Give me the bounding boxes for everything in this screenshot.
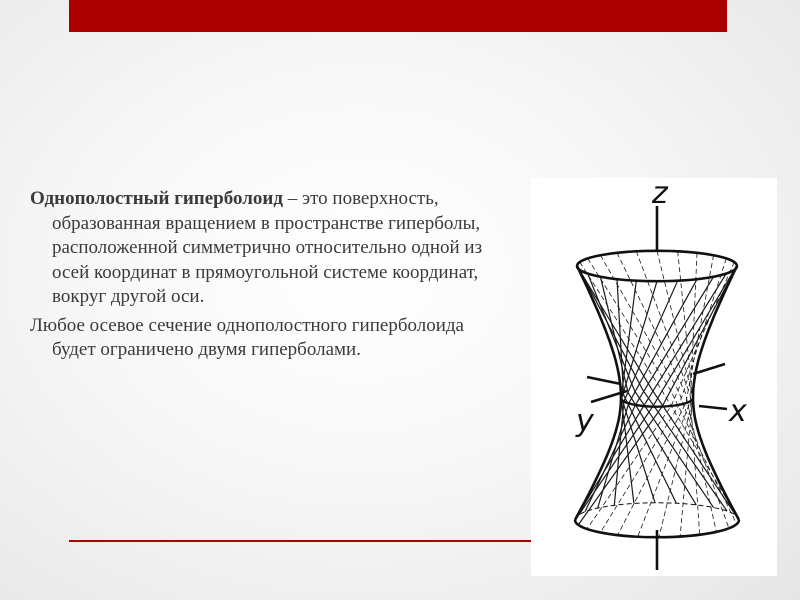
definition-term: Однополостный гиперболоид [30, 188, 283, 209]
generator-line [636, 251, 699, 534]
definition-text: – это поверхность, образованная вращением в пространстве гиперболы, расположенной симметрично относительно одной из осей координат в прямоугольной системе координат, вокруг другой оси. [52, 188, 483, 307]
bottom-divider [69, 540, 537, 542]
hyperboloid-drawing [531, 178, 777, 576]
hyperboloid-figure [531, 178, 777, 576]
bottom-rim-back [575, 503, 739, 520]
axis-label-y: y [576, 404, 594, 439]
top-rim [577, 251, 737, 281]
axis-label-z: z [652, 178, 668, 211]
slide-text [30, 187, 498, 367]
axis-x-right [699, 406, 727, 409]
section-paragraph: Любое осевое сечение однополостного гиперболоида будет ограничено двумя гиперболами. [30, 314, 464, 360]
axis-label-x: x [729, 394, 747, 429]
definition-paragraph [30, 187, 498, 310]
top-accent-bar [69, 0, 727, 32]
axis-x-left [587, 377, 621, 384]
